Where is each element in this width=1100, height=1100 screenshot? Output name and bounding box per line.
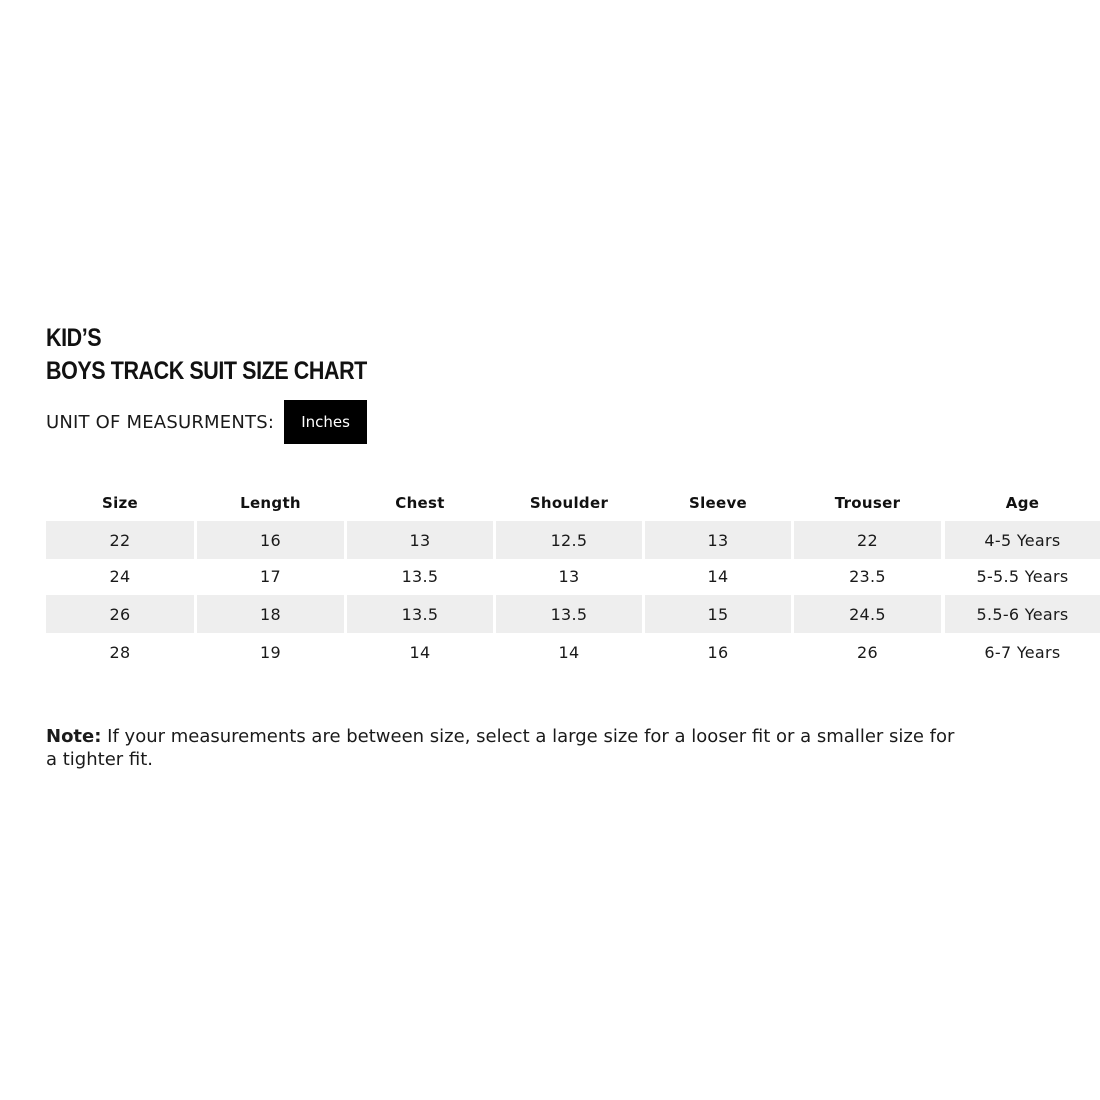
table-cell: 22 [46, 521, 194, 559]
chart-title: BOYS TRACK SUIT SIZE CHART [46, 357, 367, 385]
unit-of-measurement-row [46, 400, 367, 444]
column-header-length: Length [240, 494, 301, 512]
table-cell: 14 [409, 642, 431, 662]
unit-label: UNIT OF MEASURMENTS: [46, 411, 275, 433]
table-cell: 6-7 Years [984, 642, 1061, 662]
table-cell: 5.5-6 Years [945, 595, 1100, 633]
fit-note [46, 725, 966, 771]
table-cell: 12.5 [496, 521, 642, 559]
table-cell: 4-5 Years [945, 521, 1100, 559]
table-cell: 24 [109, 566, 131, 586]
table-cell: 26 [857, 642, 878, 662]
chart-heading-kids: KID’S [46, 324, 102, 352]
table-cell: 13.5 [496, 595, 642, 633]
unit-badge-inches: Inches [284, 400, 367, 444]
table-cell: 28 [109, 642, 131, 662]
table-cell: 18 [197, 595, 344, 633]
column-header-sleeve: Sleeve [688, 494, 748, 512]
column-header-chest: Chest [395, 494, 445, 512]
table-cell: 16 [707, 642, 729, 662]
table-cell: 13.5 [401, 566, 439, 586]
column-header-trouser: Trouser [834, 494, 901, 512]
table-cell: 13.5 [347, 595, 493, 633]
table-cell: 17 [260, 566, 281, 586]
table-cell: 24.5 [794, 595, 941, 633]
table-cell: 15 [645, 595, 791, 633]
table-cell: 13 [645, 521, 791, 559]
table-cell: 16 [197, 521, 344, 559]
column-header-size: Size [101, 494, 139, 512]
table-cell: 23.5 [849, 566, 886, 586]
table-cell: 5-5.5 Years [976, 566, 1069, 586]
table-cell: 14 [707, 566, 729, 586]
table-cell: 13 [558, 566, 580, 586]
note-label: Note: [46, 726, 102, 747]
table-cell: 14 [558, 642, 580, 662]
column-header-age: Age [1005, 494, 1040, 512]
table-cell: 26 [46, 595, 194, 633]
table-cell: 13 [347, 521, 493, 559]
column-header-shoulder: Shoulder [529, 494, 609, 512]
table-cell: 19 [260, 642, 281, 662]
table-cell: 22 [794, 521, 941, 559]
note-text: If your measurements are between size, select a large size for a looser fit or a smaller size for a tighter fit. [46, 726, 955, 770]
